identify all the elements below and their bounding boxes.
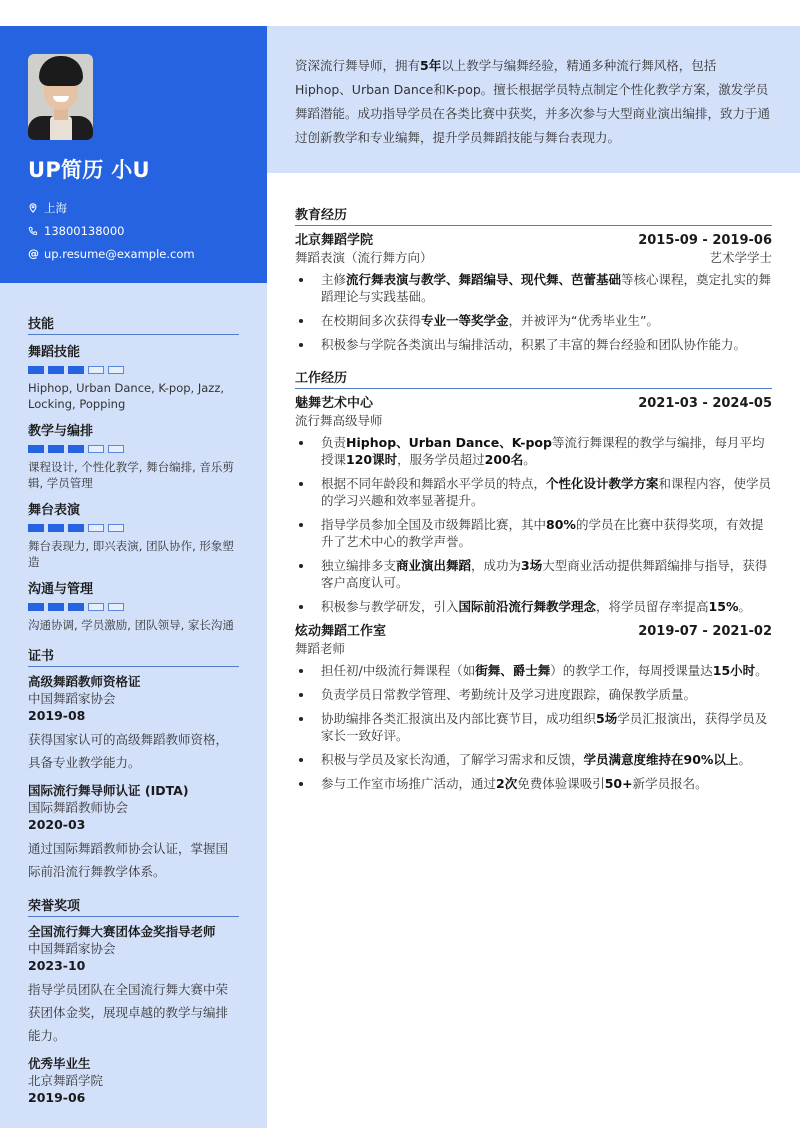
emphasis-text: Hiphop、Urban Dance、K-pop <box>346 435 552 450</box>
item-date: 2019-08 <box>28 708 86 723</box>
level-empty <box>88 366 104 374</box>
level-filled <box>68 445 84 453</box>
bullet-item <box>295 557 772 591</box>
skill-item <box>28 578 239 633</box>
level-filled <box>28 603 44 611</box>
skill-name: 沟通与管理 <box>28 582 94 597</box>
bullet-list <box>295 662 772 792</box>
section-title-honors: 荣誉奖项 <box>28 895 239 917</box>
honor-item <box>28 1055 239 1106</box>
level-filled <box>48 445 64 453</box>
job-title: 舞蹈老师 <box>295 641 346 656</box>
level-filled <box>28 366 44 374</box>
text-run: 。 <box>738 599 751 614</box>
bullet-item <box>295 775 772 792</box>
summary-band <box>267 26 800 173</box>
item-organization: 北京舞蹈学院 <box>28 1073 104 1088</box>
text-run: 以上教学与编舞经验，精通多种流行舞风格，包括Hiphop、Urban Dance和K-pop。擅长根据学员特点制定个性化教学方案，激发学员舞蹈潜能。成功指导学员在各类比赛中获奖，并多次参与大型商业演出编排，致力于通过创新教学和专业编舞，提升学员舞蹈技能与舞台表现力。 <box>295 58 771 145</box>
certificates-section <box>28 645 239 883</box>
text-run: 根据不同年龄段和舞蹈水平学员的特点， <box>321 476 547 491</box>
text-run: 积极参与学院各类演出与编排活动，积累了丰富的舞台经验和团队协作能力。 <box>321 337 747 352</box>
work-section <box>295 367 772 792</box>
text-run: 免费体验课吸引 <box>517 776 605 791</box>
bullet-item <box>295 516 772 550</box>
bullet-item <box>295 662 772 679</box>
emphasis-text: 国际前沿流行舞教学理念 <box>458 599 597 614</box>
text-run: ）的教学工作，每周授课量达 <box>550 663 713 678</box>
school-name: 北京舞蹈学院 <box>295 233 374 248</box>
degree: 艺术学学士 <box>709 250 772 265</box>
emphasis-text: 商业演出舞蹈 <box>396 558 472 573</box>
bullet-item <box>295 434 772 468</box>
text-run: 。 <box>755 663 768 678</box>
level-filled <box>48 366 64 374</box>
level-empty <box>88 603 104 611</box>
emphasis-text: 5场 <box>596 711 618 726</box>
section-title-certificates: 证书 <box>28 645 239 667</box>
work-entry <box>295 623 772 792</box>
section-title-skills: 技能 <box>28 313 239 335</box>
skill-name: 舞台表演 <box>28 503 81 518</box>
skill-item <box>28 420 239 491</box>
resume-page <box>0 26 800 1130</box>
emphasis-text: 专业一等奖学金 <box>421 313 509 328</box>
emphasis-text: 街舞、爵士舞 <box>475 663 551 678</box>
entry-subheader <box>295 640 772 657</box>
bullet-item <box>295 598 772 615</box>
work-list <box>295 395 772 792</box>
emphasis-text: 个性化设计教学方案 <box>546 476 659 491</box>
bullet-list <box>295 434 772 615</box>
item-organization: 国际舞蹈教师协会 <box>28 800 129 815</box>
item-title: 全国流行舞大赛团体金奖指导老师 <box>28 924 216 939</box>
level-empty <box>108 524 124 532</box>
text-run: 。 <box>738 752 751 767</box>
text-run: 等核心课程，奠定扎实的舞蹈理论与实践基础。 <box>321 272 772 304</box>
text-run: 积极与学员及家长沟通，了解学习需求和反馈， <box>321 752 584 767</box>
phone-text[interactable]: 13800138000 <box>44 223 125 238</box>
major: 舞蹈表演（流行舞方向） <box>295 250 433 265</box>
item-date: 2020-03 <box>28 817 86 832</box>
education-entry <box>295 232 772 353</box>
text-run: 担任初/中级流行舞课程（如 <box>321 663 476 678</box>
item-date: 2023-10 <box>28 958 86 973</box>
bullet-item <box>295 271 772 305</box>
skill-name: 教学与编排 <box>28 424 94 439</box>
sidebar <box>0 26 267 1128</box>
location-text: 上海 <box>44 200 67 215</box>
skill-name: 舞蹈技能 <box>28 345 81 360</box>
text-run: 。 <box>523 452 536 467</box>
text-run: 协助编排各类汇报演出及内部比赛节目，成功组织 <box>321 711 597 726</box>
entry-subheader <box>295 249 772 266</box>
item-title: 优秀毕业生 <box>28 1056 91 1071</box>
bullet-item <box>295 312 772 329</box>
skill-description: Hiphop, Urban Dance, K-pop, Jazz, Locking, Popping <box>28 381 225 411</box>
emphasis-text: 5年 <box>420 58 442 73</box>
text-run: ，并被评为“优秀毕业生”。 <box>508 313 659 328</box>
text-run: ，成功为 <box>471 558 522 573</box>
skill-level-bars <box>28 366 239 374</box>
bullet-item <box>295 475 772 509</box>
item-description: 指导学员团队在全国流行舞大赛中荣获团体金奖，展现卓越的教学与编排能力。 <box>28 982 229 1043</box>
item-date: 2019-06 <box>28 1090 86 1105</box>
emphasis-text: 流行舞表演与教学、舞蹈编导、现代舞、芭蕾基础 <box>346 272 622 287</box>
section-title-education: 教育经历 <box>295 204 772 226</box>
education-list <box>295 232 772 353</box>
main-content <box>295 204 772 806</box>
emphasis-text: 15小时 <box>712 663 756 678</box>
entry-header <box>295 232 772 249</box>
section-title-work: 工作经历 <box>295 367 772 389</box>
level-filled <box>68 366 84 374</box>
item-title: 高级舞蹈教师资格证 <box>28 674 141 689</box>
honor-item <box>28 923 239 1047</box>
skill-description: 课程设计, 个性化教学, 舞台编排, 音乐剪辑, 学员管理 <box>28 460 234 490</box>
level-filled <box>68 603 84 611</box>
entry-header <box>295 395 772 412</box>
work-entry <box>295 395 772 615</box>
contact-phone <box>28 219 267 242</box>
level-filled <box>28 445 44 453</box>
contact-list <box>28 196 267 265</box>
entry-subheader <box>295 412 772 429</box>
emphasis-text: 15% <box>708 599 739 614</box>
skills-list <box>28 341 239 633</box>
date-range: 2021-03 - 2024-05 <box>638 396 772 411</box>
bullet-item <box>295 686 772 703</box>
level-filled <box>48 603 64 611</box>
level-filled <box>68 524 84 532</box>
item-description: 获得国家认可的高级舞蹈教师资格，具备专业教学能力。 <box>28 732 229 770</box>
level-empty <box>108 445 124 453</box>
emphasis-text: 2次 <box>496 776 518 791</box>
honors-section <box>28 895 239 1106</box>
bullet-list <box>295 271 772 353</box>
skill-level-bars <box>28 524 239 532</box>
text-run: 参与工作室市场推广活动，通过 <box>321 776 497 791</box>
emphasis-text: 3场 <box>521 558 543 573</box>
text-run: ，服务学员超过 <box>397 452 485 467</box>
company-name: 炫动舞蹈工作室 <box>295 624 387 639</box>
text-run: 独立编排多支 <box>321 558 397 573</box>
sidebar-body <box>28 313 239 1114</box>
summary-text <box>295 54 772 150</box>
bullet-item <box>295 751 772 768</box>
text-run: 在校期间多次获得 <box>321 313 422 328</box>
date-range: 2019-07 - 2021-02 <box>638 624 772 639</box>
bullet-item <box>295 336 772 353</box>
text-run: 负责 <box>321 435 347 450</box>
text-run: 学员汇报演出，获得学员及家长一致好评。 <box>321 711 768 743</box>
company-name: 魅舞艺术中心 <box>295 396 374 411</box>
emphasis-text: 200名 <box>484 452 524 467</box>
text-run: ，将学员留存率提高 <box>596 599 709 614</box>
text-run: 积极参与教学研发，引入 <box>321 599 459 614</box>
honors-list <box>28 923 239 1106</box>
skill-level-bars <box>28 603 239 611</box>
certificates-list <box>28 673 239 883</box>
text-run: 新学员报名。 <box>632 776 708 791</box>
at-icon: @ <box>28 247 39 260</box>
item-description: 通过国际舞蹈教师协会认证，掌握国际前沿流行舞教学体系。 <box>28 841 229 879</box>
item-organization: 中国舞蹈家协会 <box>28 691 116 706</box>
text-run: 资深流行舞导师，拥有 <box>295 58 421 73</box>
skill-item <box>28 499 239 570</box>
skill-item <box>28 341 239 412</box>
item-organization: 中国舞蹈家协会 <box>28 941 116 956</box>
profile-header <box>0 26 267 283</box>
level-empty <box>108 603 124 611</box>
certificate-item <box>28 673 239 774</box>
job-title: 流行舞高级导师 <box>295 413 383 428</box>
text-run: 的学员在比赛中获得奖项，有效提升了艺术中心的教学声誉。 <box>321 517 764 549</box>
level-empty <box>88 445 104 453</box>
skill-description: 沟通协调, 学员激励, 团队领导, 家长沟通 <box>28 618 234 632</box>
phone-icon <box>28 226 44 236</box>
email-text[interactable]: up.resume@example.com <box>44 246 195 261</box>
item-title: 国际流行舞导师认证 (IDTA) <box>28 783 189 798</box>
skill-description: 舞台表现力, 即兴表演, 团队协作, 形象塑造 <box>28 539 234 569</box>
emphasis-text: 120课时 <box>346 452 398 467</box>
level-empty <box>108 366 124 374</box>
level-empty <box>88 524 104 532</box>
emphasis-text: 80% <box>546 517 576 532</box>
text-run: 等流行舞课程的教学与编排，每月平均授课 <box>321 435 765 467</box>
text-run: 指导学员参加全国及市级舞蹈比赛，其中 <box>321 517 547 532</box>
skill-level-bars <box>28 445 239 453</box>
contact-email <box>28 242 267 265</box>
skills-section <box>28 313 239 633</box>
text-run: 和课程内容，使学员的学习兴趣和效率显著提升。 <box>321 476 772 508</box>
contact-location <box>28 196 267 219</box>
emphasis-text: 50+ <box>604 776 633 791</box>
level-filled <box>48 524 64 532</box>
level-filled <box>28 524 44 532</box>
education-section <box>295 204 772 353</box>
text-run: 负责学员日常教学管理、考勤统计及学习进度跟踪，确保教学质量。 <box>321 687 697 702</box>
entry-header <box>295 623 772 640</box>
candidate-name: UP简历 小U <box>28 158 150 182</box>
date-range: 2015-09 - 2019-06 <box>638 233 772 248</box>
map-pin-icon <box>28 203 44 213</box>
text-run: 主修 <box>321 272 347 287</box>
certificate-item <box>28 782 239 883</box>
bullet-item <box>295 710 772 744</box>
emphasis-text: 学员满意度维持在90%以上 <box>583 752 739 767</box>
avatar <box>28 54 93 140</box>
text-run: 大型商业活动提供舞蹈编排与指导，获得客户高度认可。 <box>321 558 768 590</box>
